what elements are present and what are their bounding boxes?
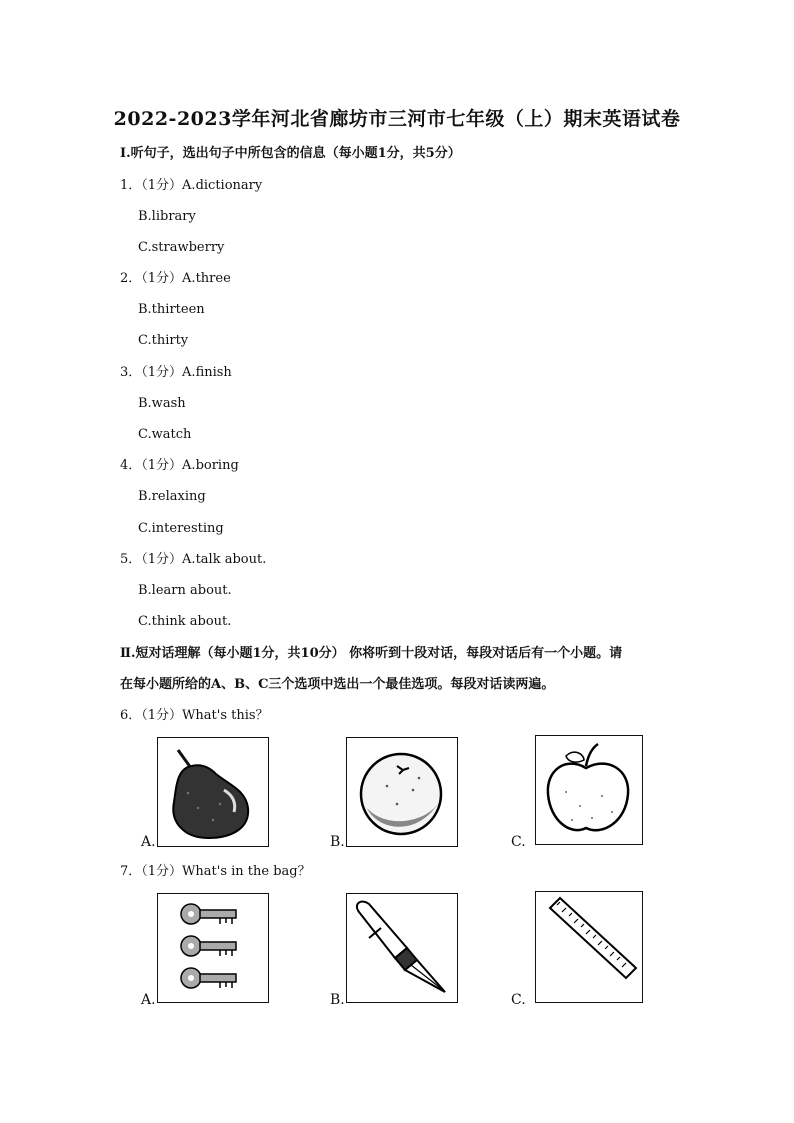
pen-icon [347, 894, 456, 1001]
page-title: 2022-2023学年河北省廊坊市三河市七年级（上）期末英语试卷 [113, 108, 681, 130]
ruler-icon [536, 892, 641, 1001]
question-3-option-b: B.wash [138, 396, 186, 411]
question-1-option-c: C.strawberry [138, 240, 225, 255]
ruler-picture [535, 891, 643, 1003]
orange-icon [347, 738, 456, 845]
keys-picture [157, 893, 269, 1003]
question-6-stem: 6．（1分）What's this？ [120, 708, 269, 723]
question-4-option-b: B.relaxing [138, 489, 206, 504]
question-7-label-b: B. [330, 992, 345, 1008]
question-1-stem: 1．（1分）A.dictionary [120, 178, 263, 193]
pear-picture [157, 737, 269, 847]
question-1-option-b: B.library [138, 209, 196, 224]
keys-icon [158, 894, 267, 1001]
question-7-stem: 7．（1分）What's in the bag？ [120, 864, 311, 879]
pen-picture [346, 893, 458, 1003]
section-1-heading: Ⅰ.听句子，选出句子中所包含的信息（每小题1分，共5分） [120, 146, 461, 161]
question-7-label-c: C. [511, 992, 526, 1008]
question-5-option-c: C.think about. [138, 614, 232, 629]
question-5-option-b: B.learn about. [138, 583, 232, 598]
question-6-label-c: C. [511, 834, 526, 850]
apple-icon [536, 736, 641, 843]
question-7-label-a: A. [141, 992, 156, 1008]
question-3-stem: 3．（1分）A.finish [120, 365, 232, 380]
section-2-heading-line1: Ⅱ.短对话理解（每小题1分，共10分） 你将听到十段对话，每段对话后有一个小题。请 [120, 646, 623, 661]
question-5-stem: 5．（1分）A.talk about. [120, 552, 267, 567]
question-2-option-b: B.thirteen [138, 302, 205, 317]
apple-picture [535, 735, 643, 845]
pear-icon [158, 738, 267, 845]
section-2-heading-line2: 在每小题所给的A、B、C三个选项中选出一个最佳选项。每段对话读两遍。 [120, 677, 555, 692]
question-2-option-c: C.thirty [138, 333, 189, 348]
question-2-stem: 2．（1分）A.three [120, 271, 231, 286]
question-4-option-c: C.interesting [138, 521, 224, 536]
question-4-stem: 4．（1分）A.boring [120, 458, 239, 473]
question-3-option-c: C.watch [138, 427, 192, 442]
orange-picture [346, 737, 458, 847]
question-6-label-b: B. [330, 834, 345, 850]
question-6-label-a: A. [141, 834, 156, 850]
